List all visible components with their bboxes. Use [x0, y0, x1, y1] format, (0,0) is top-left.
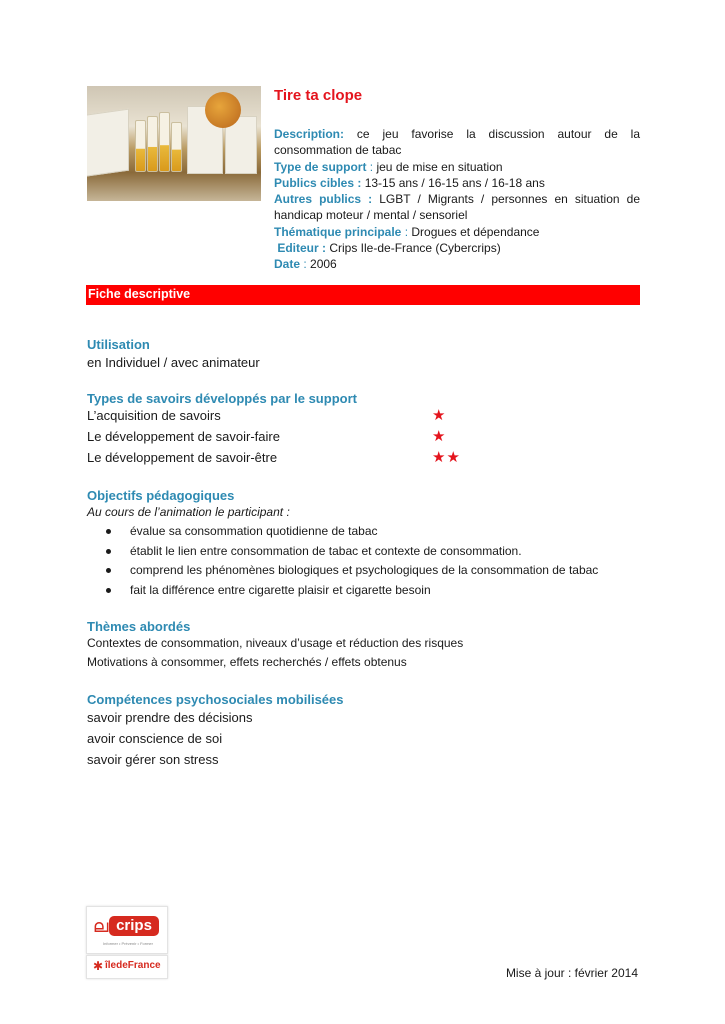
theme-line: Motivations à consommer, effets recherchés / effets obtenus [87, 655, 407, 669]
competence-line: savoir gérer son stress [87, 752, 219, 767]
crips-logo-tagline: Informer • Prévenir • Former [103, 941, 153, 946]
product-photo [87, 86, 261, 201]
autres-publics-row [274, 191, 640, 224]
list-item: établit le lien entre consommation de tabac et contexte de consommation. [104, 542, 598, 562]
utilisation-heading: Utilisation [87, 337, 150, 352]
objectifs-heading: Objectifs pédagogiques [87, 488, 235, 503]
support-label: Type de support [274, 159, 367, 174]
ribbon-icon: ല [93, 916, 109, 936]
savoir-label: Le développement de savoir-être [87, 450, 278, 465]
publics-row [274, 175, 640, 191]
support-text: jeu de mise en situation [376, 159, 503, 174]
ile-de-france-logo-text: îledeFrance [105, 960, 161, 971]
savoir-label: L’acquisition de savoirs [87, 408, 221, 423]
update-date: Mise à jour : février 2014 [505, 966, 638, 980]
competence-line: savoir prendre des décisions [87, 710, 253, 725]
thematique-text: Drogues et dépendance [411, 224, 540, 239]
list-item: comprend les phénomènes biologiques et psychologiques de la consommation de tabac [104, 561, 598, 581]
date-text: 2006 [310, 257, 337, 272]
description-row [274, 126, 640, 159]
objectifs-intro: Au cours de l’animation le participant : [87, 505, 290, 519]
themes-heading: Thèmes abordés [87, 619, 191, 634]
bullet-icon [106, 568, 111, 573]
publics-label: Publics cibles : [274, 175, 362, 190]
savoir-rating-stars: ★ [432, 428, 447, 445]
editeur-row [274, 240, 640, 256]
fiche-descriptive-bar [86, 285, 640, 305]
editeur-text: Crips Ile-de-France (Cybercrips) [326, 241, 501, 256]
list-item: fait la différence entre cigarette plaisir et cigarette besoin [104, 581, 598, 601]
fiche-descriptive-label: Fiche descriptive [88, 287, 191, 301]
competence-line: avoir conscience de soi [87, 731, 223, 746]
bullet-icon [106, 549, 111, 554]
thematique-row: Thématique principale : Drogues et dépendance [274, 224, 540, 239]
utilisation-text: en Individuel / avec animateur [87, 355, 260, 370]
date-row: Date : 2006 [274, 257, 337, 272]
crips-logo [86, 906, 168, 954]
bullet-icon [106, 529, 111, 534]
savoirs-heading: Types de savoirs développés par le support [87, 391, 357, 406]
ile-de-france-logo [86, 955, 168, 979]
metadata-block [274, 126, 640, 273]
thematique-label: Thématique principale [274, 224, 402, 239]
publics-text: 13-15 ans / 16-15 ans / 16-18 ans [361, 175, 545, 190]
savoir-rating-stars: ★★ [432, 449, 461, 466]
editeur-label: Editeur : [277, 241, 327, 256]
description-text: ce jeu favorise la discussion autour de la consommation de tabac [274, 127, 640, 158]
savoir-rating-stars: ★ [432, 407, 447, 424]
competences-heading: Compétences psychosociales mobilisées [87, 692, 344, 707]
objectifs-list [104, 522, 598, 600]
autres-publics-label: Autres publics : [274, 192, 373, 207]
list-item: évalue sa consommation quotidienne de tabac [104, 522, 598, 542]
crips-logo-text: crips [109, 916, 159, 936]
savoir-label: Le développement de savoir-faire [87, 429, 280, 444]
autres-publics-text: LGBT / Migrants / personnes en situation de handicap moteur / mental / sensoriel [274, 192, 640, 223]
page-title: Tire ta clope [274, 87, 363, 104]
theme-line: Contextes de consommation, niveaux d’usage et réduction des risques [87, 636, 464, 650]
star-icon: ✱ [93, 959, 104, 973]
description-label: Description: [274, 127, 345, 141]
date-label: Date [274, 257, 301, 272]
support-row: Type de support : jeu de mise en situation [274, 159, 503, 174]
bullet-icon [106, 588, 111, 593]
